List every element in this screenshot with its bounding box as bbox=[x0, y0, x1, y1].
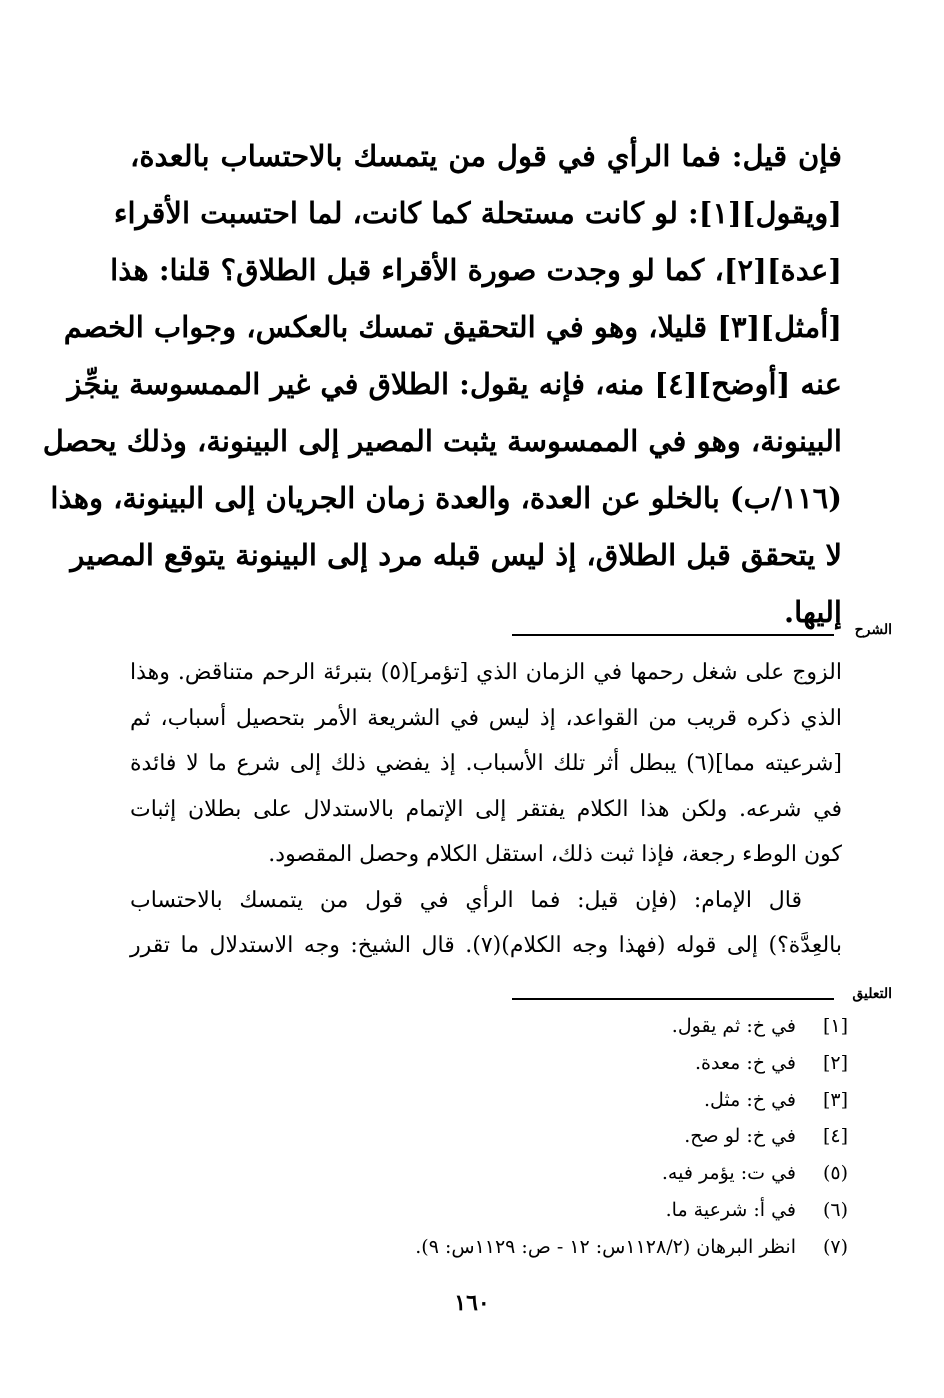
footnote-number: [٤] bbox=[822, 1125, 848, 1148]
footnote-number: [٣] bbox=[822, 1088, 848, 1111]
footnote-text: في خ: ثم يقول. bbox=[671, 1015, 796, 1037]
sharh-label: الشرح bbox=[854, 622, 892, 638]
footnote bbox=[200, 1118, 848, 1155]
main-line: [ويقول][١]: لو كانت مستحلة كما كانت، لما احتسبت الأقراء bbox=[113, 196, 842, 230]
sharh-line: بالعِدَّة؟) إلى قوله (فهذا وجه الكلام)(٧). قال الشيخ: وجه الاستدلال ما تقرر bbox=[130, 933, 843, 958]
sharh-line: الذي ذكره قريب من القواعد، إذ ليس في الشريعة الأمر بتحصيل أسباب، ثم bbox=[130, 705, 842, 731]
footnote bbox=[200, 1008, 848, 1045]
footnote bbox=[200, 1082, 848, 1119]
footnotes bbox=[200, 1008, 848, 1266]
taliq-separator bbox=[512, 986, 892, 1006]
main-text bbox=[42, 128, 842, 641]
main-line: إليها. bbox=[784, 595, 842, 629]
main-line: لا يتحقق قبل الطلاق، إذ ليس قبله مرد إلى البينونة يتوقع المصير bbox=[70, 538, 842, 572]
sharh-line: في شرعه. ولكن هذا الكلام يفتقر إلى الإتمام بالاستدلال على بطلان إثبات bbox=[130, 796, 842, 822]
main-line: البينونة، وهو في الممسوسة يثبت المصير إلى البينونة، وذلك يحصل bbox=[42, 424, 842, 458]
footnote-number: [١] bbox=[822, 1015, 848, 1037]
footnote-text: في ت: يؤمر فيه. bbox=[661, 1162, 796, 1185]
main-line: [عدة][٢]، كما لو وجدت صورة الأقراء قبل الطلاق؟ قلنا: هذا bbox=[110, 253, 842, 287]
page-number: ١٦٠ bbox=[454, 1290, 490, 1316]
sharh-separator bbox=[512, 622, 892, 642]
main-line: (١١٦/ب) بالخلو عن العدة، والعدة زمان الجريان إلى البينونة، وهذا bbox=[50, 481, 842, 515]
footnote bbox=[200, 1155, 848, 1192]
sharh-text bbox=[130, 650, 842, 969]
footnote-text: انظر البرهان (١١٢٨/٢س: ١٢ - ص: ١١٢٩س: ٩). bbox=[415, 1235, 796, 1258]
sharh-rule bbox=[512, 634, 834, 636]
taliq-rule bbox=[512, 998, 834, 1000]
footnote-number: (٦) bbox=[822, 1198, 848, 1221]
footnote bbox=[200, 1192, 848, 1229]
sharh-line: كون الوطء رجعة، فإذا ثبت ذلك، استقل الكلام وحصل المقصود. bbox=[268, 842, 842, 867]
footnote-text: في خ: معدة. bbox=[695, 1051, 796, 1074]
sharh-line: الزوج على شغل رحمها في الزمان الذي [تؤمر](٥) بتبرئة الرحم متناقض. وهذا bbox=[130, 660, 842, 685]
footnote-text: في أ: شرعية ما. bbox=[665, 1198, 796, 1221]
footnote bbox=[200, 1045, 848, 1082]
taliq-label: التعليق bbox=[852, 986, 892, 1002]
footnote-text: في خ: لو صح. bbox=[684, 1125, 796, 1148]
main-line: [أمثل][٣] قليلا، وهو في التحقيق تمسك بالعكس، وجواب الخصم bbox=[63, 310, 842, 344]
footnote bbox=[200, 1229, 848, 1266]
sharh-line: [شرعيته مما](٦) يبطل أثر تلك الأسباب. إذ يفضي ذلك إلى شرع ما لا فائدة bbox=[130, 751, 842, 776]
footnote-number: (٧) bbox=[822, 1235, 848, 1258]
footnote-number: [٢] bbox=[822, 1051, 848, 1074]
footnote-text: في خ: مثل. bbox=[703, 1088, 796, 1111]
footnote-number: (٥) bbox=[822, 1162, 848, 1185]
main-line: عنه [أوضح][٤] منه، فإنه يقول: الطلاق في غير الممسوسة ينجِّز bbox=[67, 367, 842, 401]
sharh-line: قال الإمام: (فإن قيل: فما الرأي في قول من يتمسك بالاحتساب bbox=[130, 887, 802, 913]
main-line: فإن قيل: فما الرأي في قول من يتمسك بالاحتساب بالعدة، bbox=[130, 139, 842, 173]
